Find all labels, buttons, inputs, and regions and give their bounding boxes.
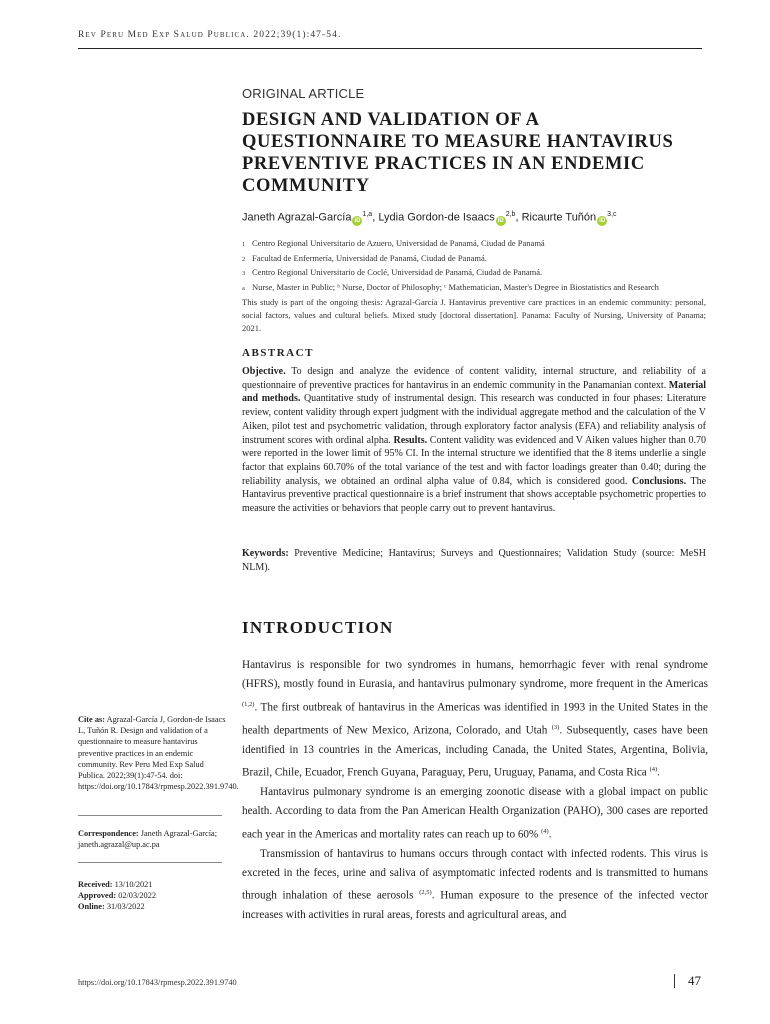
author-affiliation-marker: 2,b bbox=[505, 211, 516, 218]
author-name: Janeth Agrazal-García bbox=[242, 211, 352, 224]
cite-as: Cite as: Agrazal-García J, Gordon-de Isaacs L, Tuñón R. Design and validation of a questionnaire to measure hantavirus preventive practices in an endemic community. Rev Peru Med Exp Salud Publica. 2022;39(1):47-54. doi: https://doi.org/10.17843/rpmesp.2022.391.9740. bbox=[78, 715, 239, 792]
citation-ref[interactable]: (3) bbox=[551, 723, 560, 731]
sidebar-divider bbox=[78, 862, 222, 863]
affiliation-item: 2 Facultad de Enfermería, Universidad de Panamá, Ciudad de Panamá. bbox=[242, 252, 487, 263]
page-number: 47 bbox=[688, 973, 701, 988]
citation-ref[interactable]: (4) bbox=[541, 827, 549, 835]
introduction-body bbox=[242, 656, 708, 926]
affiliation-item: 3 Centro Regional Universitario de Coclé, Universidad de Panamá, Ciudad de Panamá. bbox=[242, 267, 543, 277]
introduction-heading: INTRODUCTION bbox=[242, 618, 394, 637]
sidebar-divider bbox=[78, 815, 222, 816]
paragraph: Hantavirus pulmonary syndrome is an emerging zoonotic disease with a global impact on public health. According to data from the Pan American Health Organization (PAHO), 300 cases are reported each year in the Americas and mortality rates can reach up to 60% $^{(4)}$. bbox=[242, 785, 708, 841]
author-name: Ricaurte Tuñón bbox=[521, 211, 597, 224]
keywords: Keywords: Preventive Medicine; Hantavirus; Surveys and Questionnaires; Validation Study (source: MeSH NLM). bbox=[242, 548, 706, 573]
correspondence: Correspondence: Janeth Agrazal-García; janeth.agrazal@up.ac.pa bbox=[78, 829, 218, 850]
orcid-icon[interactable]: iD bbox=[354, 217, 361, 224]
author-list: Janeth Agrazal-García iD$^{1,a}$, Lydia Gordon-de Isaacs iD$^{2,b}$, Ricaurte Tuñón iD$^{3,c}$ bbox=[242, 211, 617, 224]
abstract-heading: ABSTRACT bbox=[242, 347, 314, 359]
affiliation-item: a Nurse, Master in Public; ᵇ Nurse, Doctor of Philosophy; ᶜ Mathematician, Master's Degree in Biostatistics and Research bbox=[242, 281, 659, 292]
author-name: Lydia Gordon-de Isaacs bbox=[378, 211, 495, 224]
author-affiliation-marker: 3,c bbox=[607, 211, 617, 218]
orcid-icon[interactable]: iD bbox=[497, 217, 504, 224]
article-type: ORIGINAL ARTICLE bbox=[242, 86, 365, 101]
online-date: Online: 31/03/2022 bbox=[78, 902, 145, 912]
citation-ref[interactable]: (4) bbox=[649, 765, 658, 773]
article-title: DESIGN AND VALIDATION OF A QUESTIONNAIRE TO MEASURE HANTAVIRUS PREVENTIVE PRACTICES IN AN ENDEMIC COMMUNITY bbox=[242, 110, 674, 196]
paragraph: Hantavirus is responsible for two syndromes in humans, hemorrhagic fever with renal syndrome (HFRS), mostly found in Eurasia, and hantavirus pulmonary syndrome, more frequent in the Americas $^{(1,2)}$. The first outbreak of hantavirus in the Americas was identified in 1993 in the United States in the health departments of New Mexico, Arizona, Colorado, and Utah $^{(3)}$. Subsequently, cases have been identified in 13 countries in the Americas, including Canada, the United States, Argentina, Bolivia, Brazil, Chile, Ecuador, French Guyana, Paraguay, Peru, Uruguay, Panama, and Costa Rica $^{(4)}$. bbox=[242, 659, 708, 779]
affiliation-item: 1 Centro Regional Universitario de Azuero, Universidad de Panamá, Ciudad de Panamá bbox=[242, 238, 545, 248]
paragraph: Transmission of hantavirus to humans occurs through contact with infected rodents. This virus is excreted in the feces, urine and saliva of asymptomatic infected rodents and is transmitted to humans through inhalation of these aerosols $^{(2,5)}$. Human exposure to the presence of the infected vector increases with activities in rural areas, forests and agricultural areas, and bbox=[242, 847, 708, 922]
citation-ref[interactable]: (1,2) bbox=[242, 700, 255, 708]
affiliations bbox=[242, 237, 712, 295]
footer-divider bbox=[674, 974, 675, 988]
header-divider bbox=[78, 48, 702, 49]
received-date: Received: 13/10/2021 bbox=[78, 880, 153, 889]
citation-ref[interactable]: (2,5) bbox=[419, 889, 432, 897]
thesis-note: This study is part of the ongoing thesis: Agrazal-García J. Hantavirus preventive care practices in an endemic community: personal, social factors, values and cultural beliefs. Mixed study [doctoral dissertation]. Panama: Faculty of Nursing, University of Panama; 2021. bbox=[242, 297, 706, 334]
author-affiliation-marker: 1,a bbox=[362, 211, 373, 218]
approved-date: Approved: 02/03/2022 bbox=[78, 891, 156, 901]
footer-doi-link[interactable]: https://doi.org/10.17843/rpmesp.2022.391.9740 bbox=[78, 978, 237, 987]
running-header: Rev Peru Med Exp Salud Publica. 2022;39(1):47-54. bbox=[78, 30, 342, 40]
orcid-icon[interactable]: iD bbox=[599, 217, 606, 224]
dates bbox=[78, 879, 226, 913]
abstract-body: Objective. To design and analyze the evidence of content validity, internal structure, and reliability of a questionnaire of preventive practices for hantavirus in an endemic community in the Panamanian context. Material and methods. Quantitative study of instrumental design. This research was conducted in four phases: Literature review, content validity through expert judgment with the individual aggregate method and the calculation of the V Aiken, pilot test and psychometric validation, through exploratory factor analysis (EFA) and reliability analysis of instrument scores with ordinal alpha. Results. Content validity was evidenced and V Aiken values higher than 0.70 were reported in the lower limit of 95% CI. In the internal structure we identified that the 8 items underlie a single factor that explains 60.70% of the total variance of the test and with factor loadings greater than 0.40; during the reliability analysis, we obtained an ordinal alpha value of 0.84, which is considered good. Conclusions. The Hantavirus preventive practical questionnaire is a brief instrument that shows acceptable psychometric properties to measure the activities or behaviors that people carry out to prevent hantavirus. bbox=[242, 366, 707, 515]
